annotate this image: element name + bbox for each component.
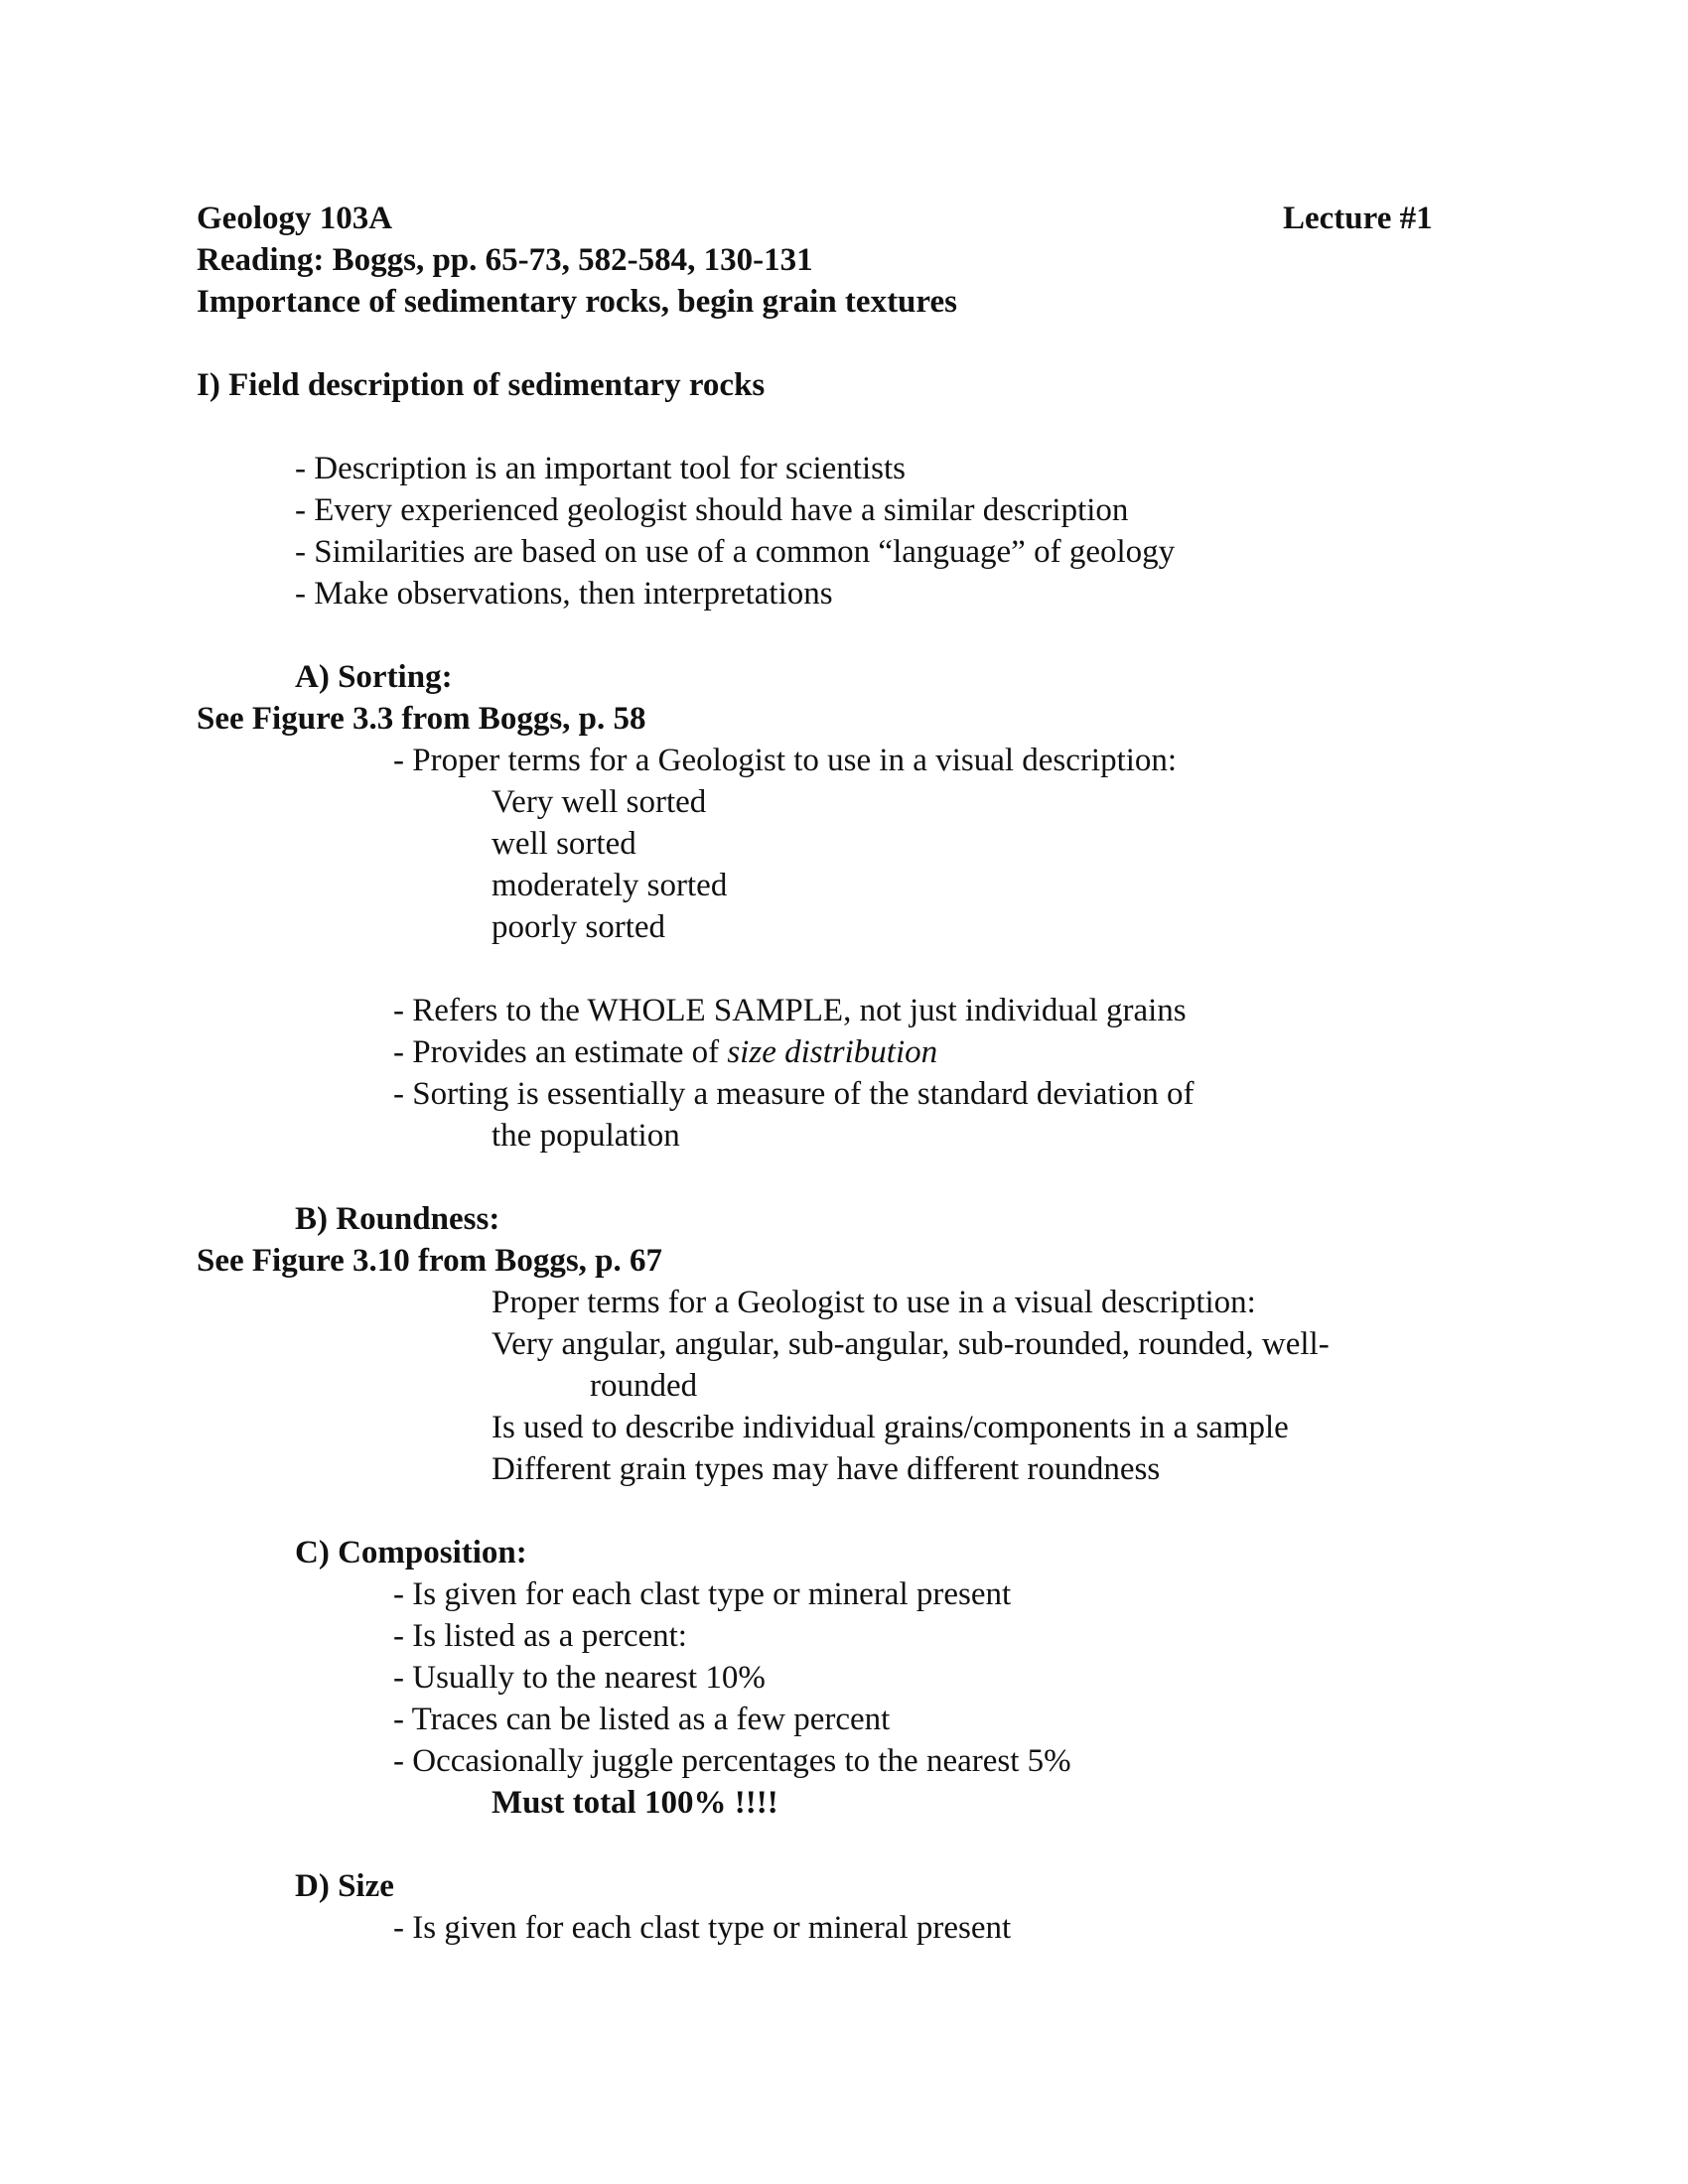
sorting-note-continuation: the population [492,1118,680,1154]
list-item: - Similarities are based on use of a common “language” of geology [295,534,1176,570]
sorting-term: moderately sorted [492,868,728,903]
composition-emphasis: Must total 100% !!!! [492,1785,778,1821]
list-item: - Make observations, then interpretations [295,576,833,612]
roundness-terms-intro: Proper terms for a Geologist to use in a visual description: [492,1285,1256,1320]
sorting-note: - Sorting is essentially a measure of the standard deviation of [393,1076,1195,1112]
list-item: - Occasionally juggle percentages to the nearest 5% [393,1743,1071,1779]
list-item: - Usually to the nearest 10% [393,1660,766,1696]
size-heading: D) Size [295,1868,394,1904]
list-item: - Description is an important tool for scientists [295,451,906,486]
course-title: Geology 103A [197,201,393,236]
lecture-number: Lecture #1 [1283,201,1433,236]
roundness-heading: B) Roundness: [295,1201,500,1237]
sorting-note [393,1032,937,1072]
list-item: - Is listed as a percent: [393,1618,687,1654]
roundness-terms: Very angular, angular, sub-angular, sub-rounded, rounded, well- [492,1326,1330,1362]
sorting-note-emphasis: size distribution [727,1034,938,1070]
reading-assignment: Reading: Boggs, pp. 65-73, 582-584, 130-131 [197,242,813,278]
sorting-terms-intro: - Proper terms for a Geologist to use in a visual description: [393,743,1178,778]
sorting-heading: A) Sorting: [295,659,453,695]
sorting-term: well sorted [492,826,636,862]
sorting-note: - Refers to the WHOLE SAMPLE, not just individual grains [393,993,1187,1028]
list-item: - Is given for each clast type or mineral present [393,1576,1012,1612]
roundness-note: Different grain types may have different roundness [492,1451,1161,1487]
sorting-term: Very well sorted [492,784,707,820]
roundness-terms-continuation: rounded [590,1368,698,1404]
roundness-figure-reference: See Figure 3.10 from Boggs, p. 67 [197,1243,663,1279]
sorting-figure-reference: See Figure 3.3 from Boggs, p. 58 [197,701,646,737]
section-1-heading: I) Field description of sedimentary rocks [197,367,766,403]
list-item: - Traces can be listed as a few percent [393,1702,891,1737]
list-item: - Is given for each clast type or mineral present [393,1910,1012,1946]
sorting-note-text: - Provides an estimate of [393,1034,728,1070]
roundness-note: Is used to describe individual grains/components in a sample [492,1410,1289,1445]
lecture-topic: Importance of sedimentary rocks, begin grain textures [197,284,957,320]
list-item: - Every experienced geologist should have a similar description [295,492,1129,528]
sorting-term: poorly sorted [492,909,666,945]
composition-heading: C) Composition: [295,1535,527,1570]
